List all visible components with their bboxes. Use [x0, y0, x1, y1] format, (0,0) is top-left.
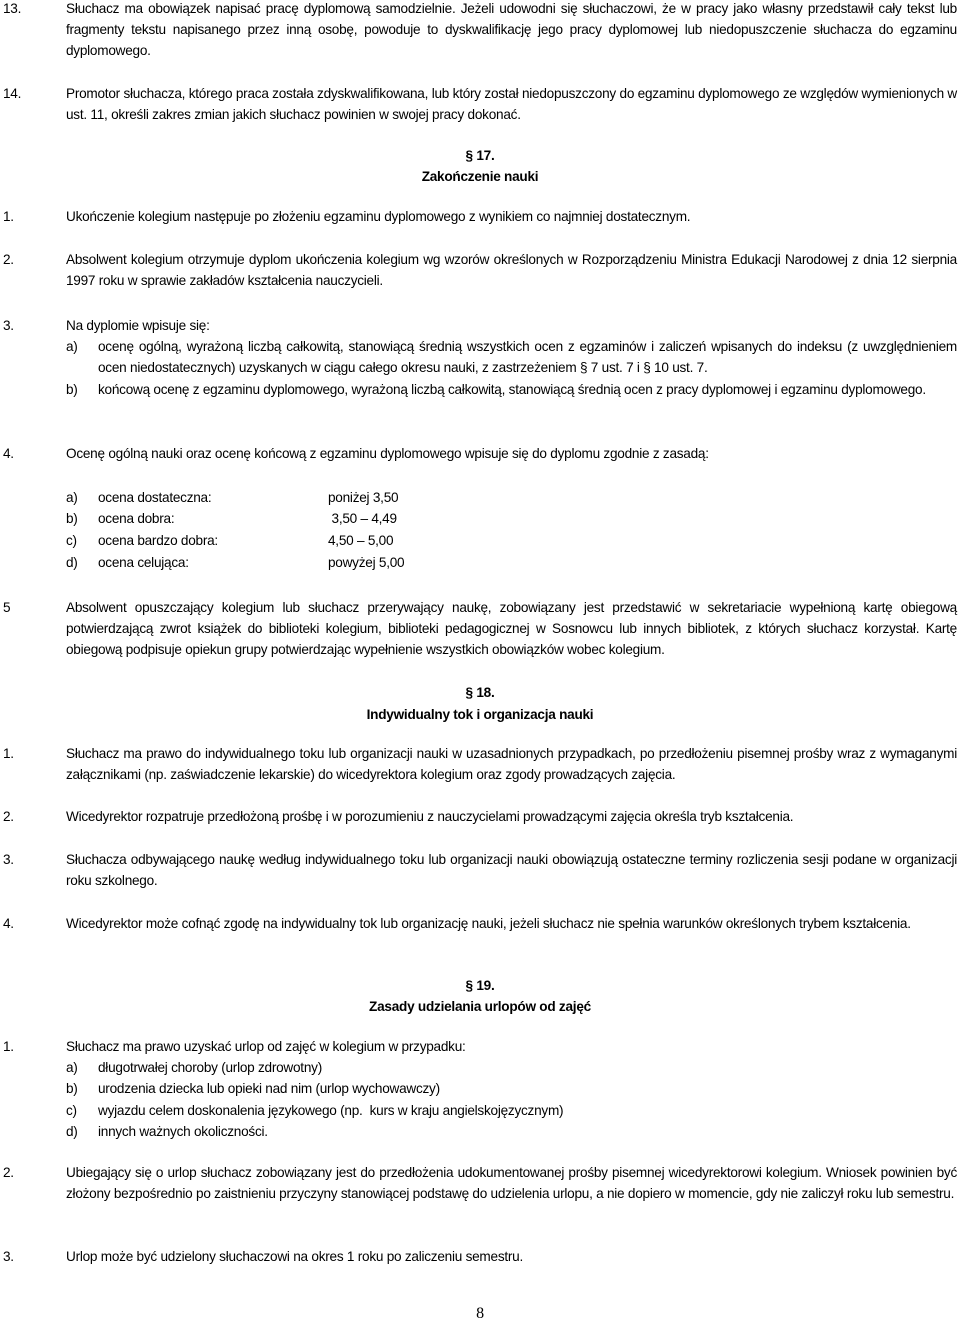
- sub-item-letter: b): [66, 1081, 78, 1096]
- item-number: 3.: [3, 318, 14, 333]
- paragraph-number: 13.: [3, 1, 22, 16]
- item-number: 1.: [3, 209, 14, 224]
- item-number: 3.: [3, 1249, 14, 1264]
- sub-item-letter: a): [66, 1060, 78, 1075]
- item-text: Absolwent opuszczający kolegium lub słuchacz przerywający naukę, zobowiązany jest przedstawić w sekretariacie wypełnioną kartę obiegową potwierdzającą zwrot książek do biblioteki kolegium, biblioteki pedagogicznej w Sosnowcu lub innych bibliotek, z których słuchacz korzystał. Kartę obiegową podpisuje opiekun grupy potwierdzając wypełnienie wszystkich obowiązków wobec kolegium.: [66, 600, 957, 657]
- section-title: Zakończenie nauki: [421, 169, 539, 184]
- grade-range: 3,50 – 4,49: [328, 511, 397, 526]
- sub-item-text: wyjazdu celem doskonalenia językowego (np. kurs w kraju angielskojęzycznym): [98, 1103, 564, 1118]
- page-number: 8: [476, 1305, 484, 1322]
- sub-item-letter: d): [66, 1124, 78, 1139]
- grade-letter: d): [66, 555, 78, 570]
- section-title: Indywidualny tok i organizacja nauki: [366, 707, 594, 722]
- item-text: Ubiegający się o urlop słuchacz zobowiązany jest do przedłożenia udokumentowanej prośby pisemnej wicedyrektorowi kolegium. Wniosek powinien być złożony bezpośrednio po zaistnieniu przyczyny stanowiącej podstawę do udzielenia urlopu, a nie dopiero w momencie, gdy nie zaliczył roku lub semestru.: [66, 1165, 957, 1201]
- grade-letter: b): [66, 511, 78, 526]
- grade-letter: a): [66, 490, 78, 505]
- item-text: Ukończenie kolegium następuje po złożeniu egzaminu dyplomowego z wynikiem co najmniej dostatecznym.: [66, 209, 691, 224]
- sub-item-letter: a): [66, 339, 78, 354]
- item-text: Na dyplomie wpisuje się:: [66, 318, 210, 333]
- section-number: § 19.: [465, 978, 495, 993]
- grade-range: poniżej 3,50: [328, 490, 399, 505]
- item-text: Wicedyrektor może cofnąć zgodę na indywidualny tok lub organizację nauki, jeżeli słuchacz nie spełnia warunków określonych trybem kształcenia.: [66, 916, 911, 931]
- paragraph-number: 14.: [3, 86, 22, 101]
- item-number: 4.: [3, 446, 14, 461]
- item-number: 2.: [3, 809, 14, 824]
- section-number: § 18.: [465, 685, 495, 700]
- item-number: 4.: [3, 916, 14, 931]
- sub-item-text: końcową ocenę z egzaminu dyplomowego, wyrażoną liczbą całkowitą, stanowiącą średnią ocen z pracy dyplomowej i egzaminu dyplomowego.: [98, 382, 926, 397]
- item-number: 5: [3, 600, 11, 615]
- section-number: § 17.: [465, 148, 495, 163]
- item-number: 2.: [3, 252, 14, 267]
- item-text: Słuchacz ma prawo uzyskać urlop od zajęć w kolegium w przypadku:: [66, 1039, 466, 1054]
- sub-item-text: długotrwałej choroby (urlop zdrowotny): [98, 1060, 322, 1075]
- item-text: Absolwent kolegium otrzymuje dyplom ukończenia kolegium wg wzorów określonych w Rozporządzeniu Ministra Edukacji Narodowej z dnia 12 sierpnia 1997 roku w sprawie zakładów kształcenia nauczycieli.: [66, 252, 957, 288]
- item-text: Słuchacza odbywającego naukę według indywidualnego toku lub organizacji nauki obowiązują ostateczne terminy rozliczenia sesji podane w organizacji roku szkolnego.: [66, 852, 957, 888]
- item-text: Ocenę ogólną nauki oraz ocenę końcową z egzaminu dyplomowego wpisuje się do dyplomu zgodnie z zasadą:: [66, 446, 709, 461]
- grade-letter: c): [66, 533, 77, 548]
- sub-item-letter: c): [66, 1103, 77, 1118]
- item-text: Urlop może być udzielony słuchaczowi na okres 1 roku po zaliczeniu semestru.: [66, 1249, 524, 1264]
- item-number: 3.: [3, 852, 14, 867]
- paragraph-text: Promotor słuchacza, którego praca została zdyskwalifikowana, lub który został niedopuszczony do egzaminu dyplomowego ze względów wymienionych w ust. 11, określi zakres zmian jakich słuchacz powinien w swojej pracy dokonać.: [66, 86, 957, 122]
- sub-item-text: urodzenia dziecka lub opieki nad nim (urlop wychowawczy): [98, 1081, 440, 1096]
- item-number: 1.: [3, 746, 14, 761]
- grade-name: ocena bardzo dobra:: [98, 533, 218, 548]
- item-number: 2.: [3, 1165, 14, 1180]
- grade-name: ocena celująca:: [98, 555, 189, 570]
- item-number: 1.: [3, 1039, 14, 1054]
- sub-item-text: innych ważnych okoliczności.: [98, 1124, 268, 1139]
- grade-range: powyżej 5,00: [328, 555, 405, 570]
- item-text: Wicedyrektor rozpatruje przedłożoną prośbę i w porozumieniu z nauczycielami prowadzącymi zajęcia określa tryb kształcenia.: [66, 809, 794, 824]
- grade-name: ocena dobra:: [98, 511, 175, 526]
- section-title: Zasady udzielania urlopów od zajęć: [369, 999, 591, 1014]
- paragraph-text: Słuchacz ma obowiązek napisać pracę dyplomową samodzielnie. Jeżeli udowodni się słuchaczowi, że w pracy jako własny przedstawił cały tekst lub fragmenty tekstu napisanego przez inną osobę, powoduje to dyskwalifikację jego pracy dyplomowej lub niedopuszczenie słuchacza do egzaminu dyplomowego.: [66, 1, 957, 58]
- sub-item-letter: b): [66, 382, 78, 397]
- grade-range: 4,50 – 5,00: [328, 533, 394, 548]
- grade-name: ocena dostateczna:: [98, 490, 212, 505]
- item-text: Słuchacz ma prawo do indywidualnego toku lub organizacji nauki w uzasadnionych przypadkach, po przedłożeniu pisemnej prośby wraz z wymaganymi załącznikami (np. zaświadczenie lekarskie) do wicedyrektora kolegium oraz zgody prowadzących zajęcia.: [66, 746, 957, 782]
- sub-item-text: ocenę ogólną, wyrażoną liczbą całkowitą, stanowiącą średnią wszystkich ocen z egzaminów i zaliczeń wpisanych do indeksu (z uwzględnieniem ocen niedostatecznych) uzyskanych w ciągu całego okresu nauki, z zastrzeżeniem § 7 ust. 7 i § 10 ust. 7.: [98, 339, 957, 375]
